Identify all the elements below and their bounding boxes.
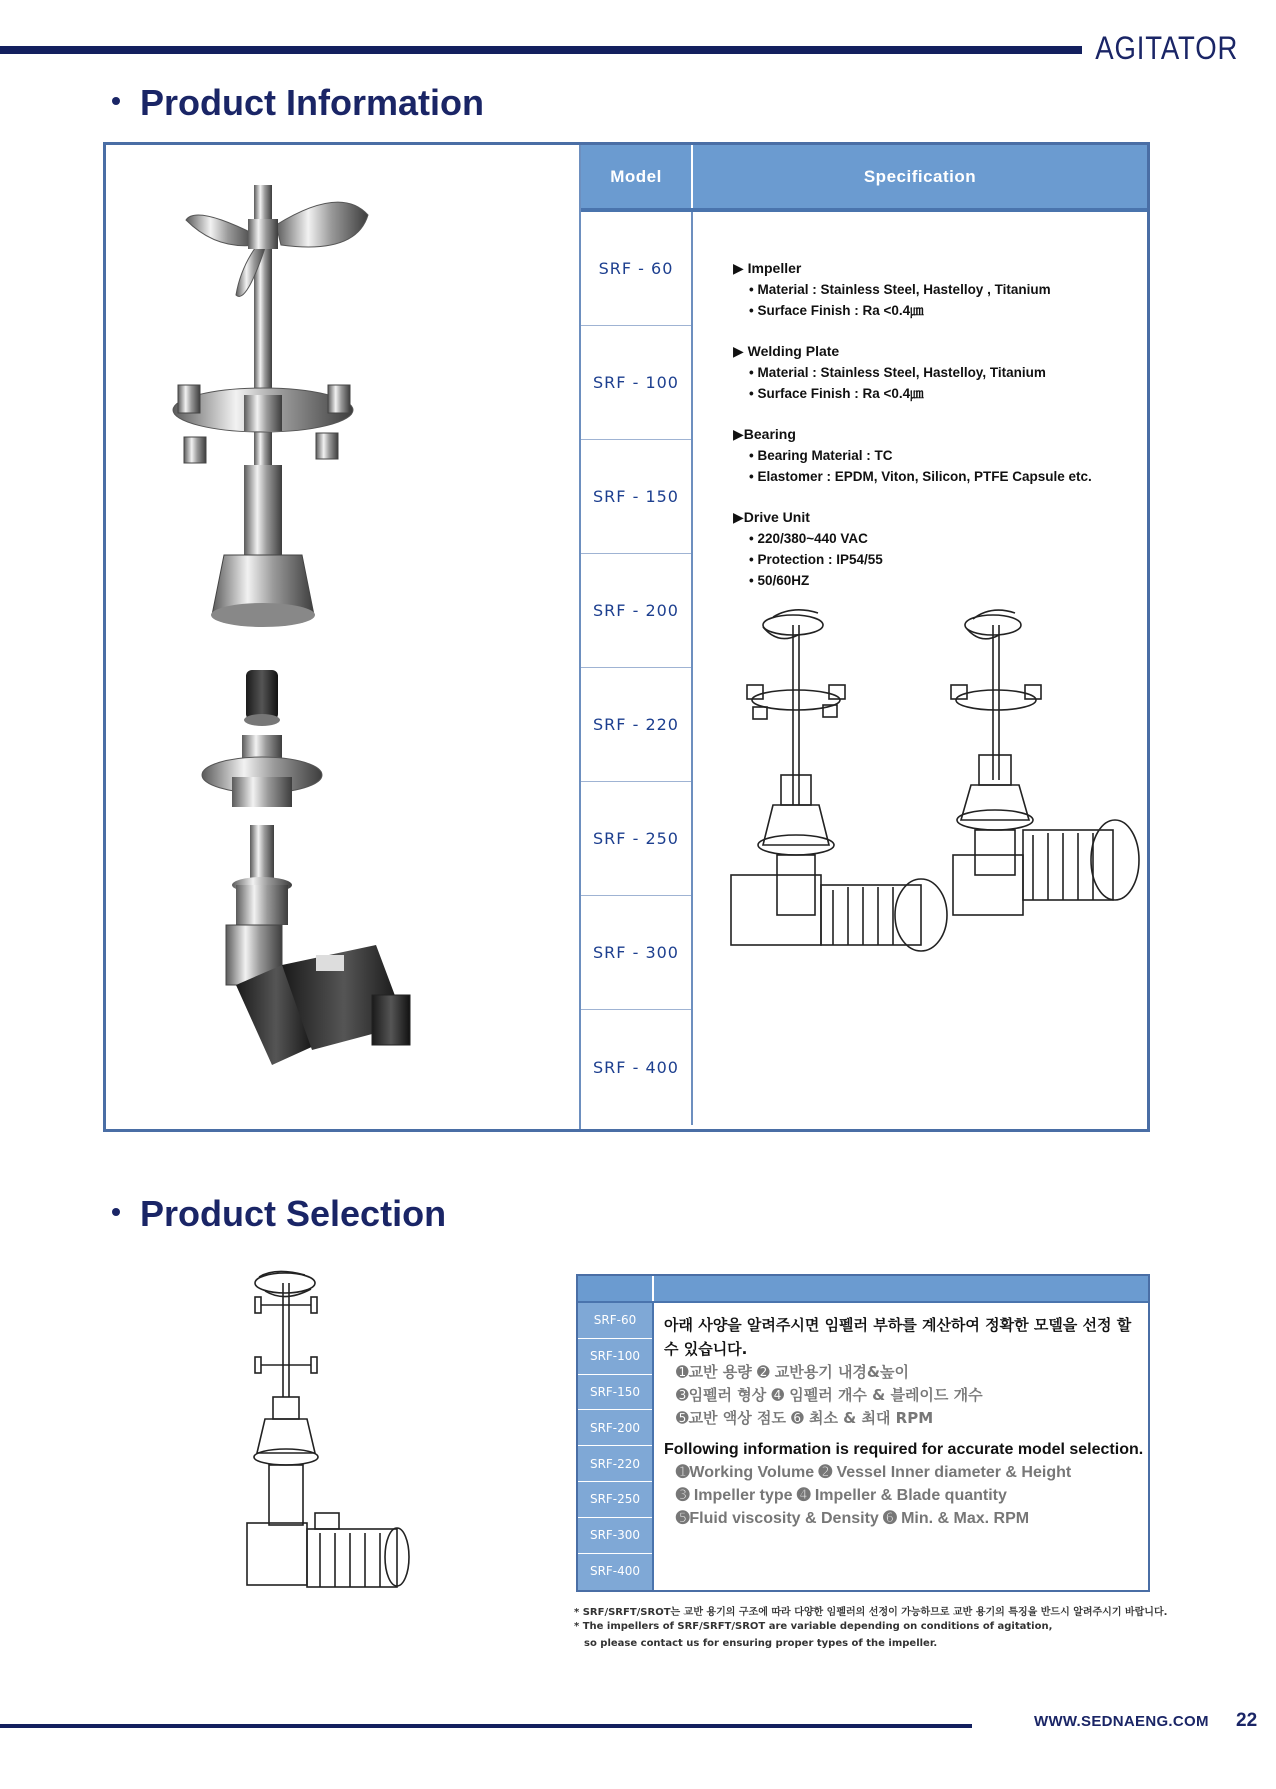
model-cell: SRF - 250 xyxy=(581,782,691,896)
agitator-line-drawings xyxy=(723,605,1143,1015)
page-number: 22 xyxy=(1236,1710,1258,1731)
footnote-english-continued: so please contact us for ensuring proper types of the impeller. xyxy=(584,1638,938,1649)
bullet-dot-icon xyxy=(112,97,120,105)
spec-heading: ▶ Impeller xyxy=(733,260,802,276)
spec-item: • Elastomer : EPDM, Viton, Silicon, PTFE Capsule etc. xyxy=(749,469,1092,484)
english-requirement: ➊Working Volume ➋ Vessel Inner diameter & Height xyxy=(676,1464,1072,1481)
specification-table-header xyxy=(581,145,1147,212)
specification-table xyxy=(579,145,1147,1129)
section-title-text: Product Selection xyxy=(140,1193,447,1234)
korean-lead-text: 아래 사양을 알려주시면 임펠러 부하를 계산하여 정확한 모델을 선정 할 수 있습니다. xyxy=(664,1316,1132,1358)
specification-content xyxy=(693,212,1147,1125)
model-cell: SRF - 300 xyxy=(581,896,691,1010)
selection-table-header xyxy=(578,1276,1148,1303)
model-column-header: Model xyxy=(581,145,693,208)
footnote-korean: * SRF/SRFT/SROT는 교반 용기의 구조에 따라 다양한 임펠러의 선정이 가능하므로 교반 용기의 특징을 반드시 알려주시기 바랍니다. xyxy=(574,1607,1168,1618)
korean-requirement: ➎교반 액상 점도 ➏ 최소 & 최대 RPM xyxy=(676,1409,934,1427)
selection-model-cell: SRF-400 xyxy=(589,1564,641,1579)
product-information-title xyxy=(112,82,484,124)
bullet-dot-icon xyxy=(112,1208,120,1216)
selection-model-cell: SRF-250 xyxy=(578,1482,652,1518)
selection-model-list xyxy=(578,1303,654,1590)
selection-requirements xyxy=(654,1303,1148,1590)
spec-item: • Surface Finish : Ra <0.4㎛ xyxy=(749,386,924,401)
spec-item: • Protection : IP54/55 xyxy=(749,552,883,567)
spec-group-welding-plate xyxy=(733,341,1147,404)
spec-group-bearing xyxy=(733,424,1147,487)
model-cell: SRF - 60 xyxy=(581,212,691,326)
selection-model-cell: SRF-300 xyxy=(578,1518,652,1554)
model-cell: SRF - 200 xyxy=(581,554,691,668)
korean-requirement: ➌임펠러 형상 ➍ 임펠러 개수 & 블레이드 개수 xyxy=(676,1386,983,1404)
spec-item: • Surface Finish : Ra <0.4㎛ xyxy=(749,303,924,318)
brand-title: AGITATOR xyxy=(1095,30,1238,66)
selection-model-cell: SRF-60 xyxy=(578,1303,652,1339)
model-cell: SRF - 150 xyxy=(581,440,691,554)
top-rule xyxy=(0,46,1082,54)
english-requirement: ➌ Impeller type ➍ Impeller & Blade quantity xyxy=(676,1487,1007,1504)
spec-item: • Bearing Material : TC xyxy=(749,448,893,463)
english-lead-text: Following information is required for accurate model selection. xyxy=(664,1441,1144,1458)
bottom-rule xyxy=(0,1724,972,1728)
product-selection-title xyxy=(112,1193,446,1235)
section-title-text: Product Information xyxy=(140,82,484,123)
selection-table xyxy=(576,1274,1150,1592)
model-cell: SRF - 100 xyxy=(581,326,691,440)
model-list xyxy=(581,212,693,1125)
korean-requirement: ➊교반 용량 ➋ 교반용기 내경&높이 xyxy=(676,1363,909,1381)
spec-heading: ▶ Welding Plate xyxy=(733,343,840,359)
spec-group-drive-unit xyxy=(733,507,1147,591)
spec-group-impeller xyxy=(733,258,1147,321)
spec-item: • 50/60HZ xyxy=(749,573,810,588)
spec-item: • Material : Stainless Steel, Hastelloy, Titanium xyxy=(749,365,1046,380)
selection-model-cell: SRF-100 xyxy=(578,1339,652,1375)
english-requirement: ➎Fluid viscosity & Density ➏ Min. & Max. RPM xyxy=(676,1510,1030,1527)
spec-item: • 220/380~440 VAC xyxy=(749,531,868,546)
product-information-panel xyxy=(103,142,1150,1132)
agitator-selection-drawing xyxy=(245,1267,470,1627)
model-cell: SRF - 400 xyxy=(593,1057,679,1077)
spec-item: • Material : Stainless Steel, Hastelloy , Titanium xyxy=(749,282,1051,297)
specification-column-header: Specification xyxy=(863,166,977,186)
selection-model-cell: SRF-150 xyxy=(578,1375,652,1411)
exploded-agitator-image xyxy=(106,145,579,1129)
spec-heading: ▶Drive Unit xyxy=(733,509,810,525)
footnote-english: * The impellers of SRF/SRFT/SROT are variable depending on conditions of agitation, xyxy=(574,1621,1053,1632)
selection-model-cell: SRF-200 xyxy=(578,1410,652,1446)
exploded-agitator-drawing xyxy=(106,145,579,1129)
model-cell: SRF - 220 xyxy=(581,668,691,782)
website-url: WWW.SEDNAENG.COM xyxy=(1034,1713,1209,1730)
selection-model-cell: SRF-220 xyxy=(578,1446,652,1482)
spec-heading: ▶Bearing xyxy=(733,426,796,442)
